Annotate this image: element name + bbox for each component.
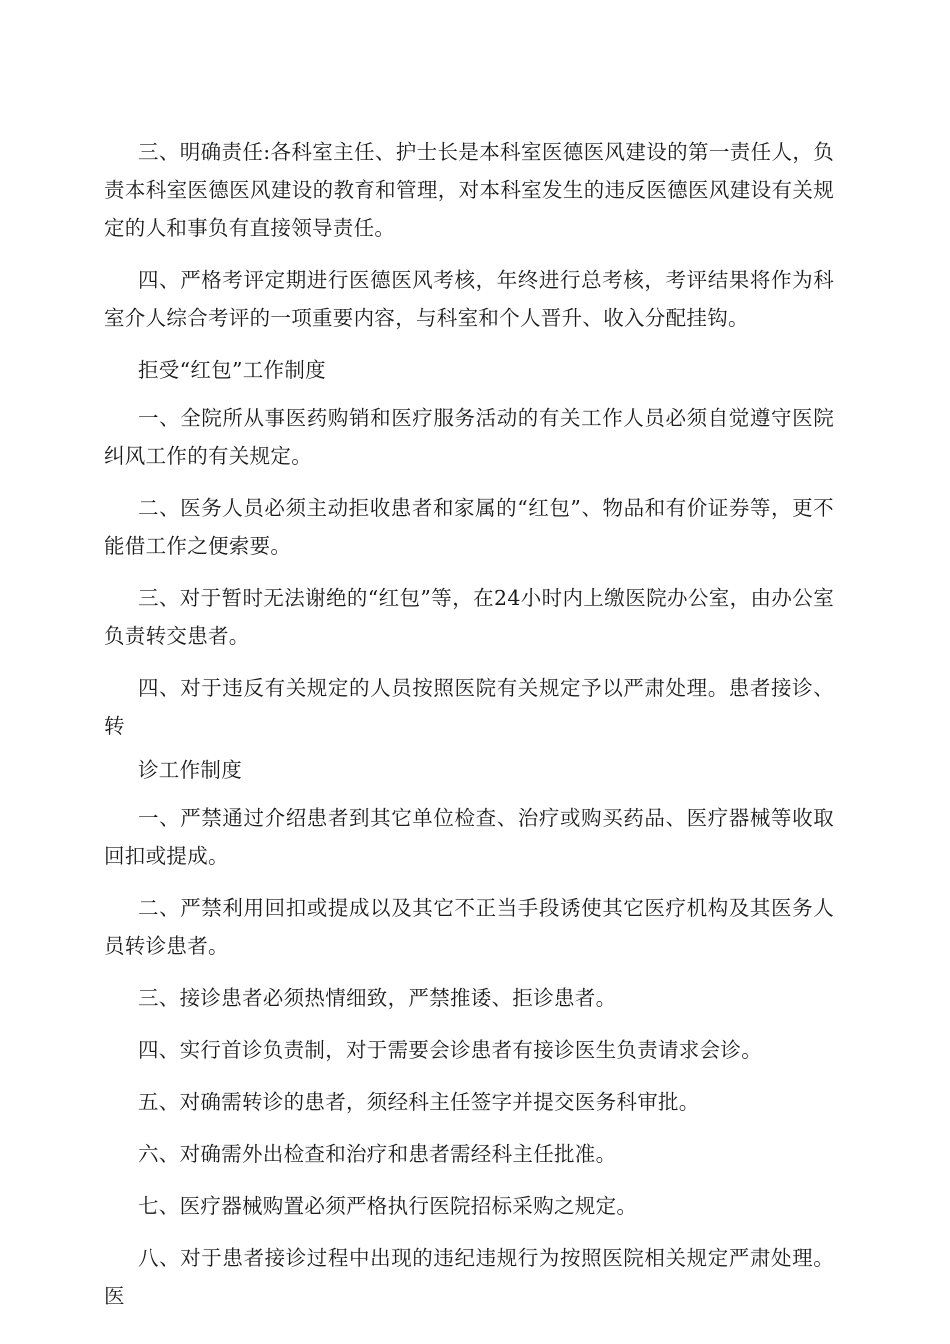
paragraph-red-envelope-3: 三、对于暂时无法谢绝的“红包”等，在24小时内上缴医院办公室，由办公室负责转交患者。 [104,586,834,648]
paragraph-referral-4: 四、实行首诊负责制，对于需要会诊患者有接诊医生负责请求会诊。 [138,1038,762,1062]
paragraph-referral-2: 二、严禁利用回扣或提成以及其它不正当手段诱使其它医疗机构及其医务人员转诊患者。 [104,896,834,958]
paragraph-referral-5: 五、对确需转诊的患者，须经科主任签字并提交医务科审批。 [138,1090,700,1114]
paragraph-referral-6: 六、对确需外出检查和治疗和患者需经科主任批准。 [138,1142,617,1166]
section-title-red-envelope: 拒受“红包”工作制度 [138,358,326,382]
paragraph-red-envelope-4: 四、对于违反有关规定的人员按照医院有关规定予以严肃处理。患者接诊、转 [104,676,834,738]
paragraph-red-envelope-2: 二、医务人员必须主动拒收患者和家属的“红包”、物品和有价证券等，更不能借工作之便索要。 [104,496,834,558]
paragraph-evaluation: 四、严格考评定期进行医德医风考核，年终进行总考核，考评结果将作为科室介人综合考评的一项重要内容，与科室和个人晋升、收入分配挂钩。 [104,268,834,330]
paragraph-referral-8: 八、对于患者接诊过程中出现的违纪违规行为按照医院相关规定严肃处理。医 [104,1246,834,1308]
paragraph-responsibility: 三、明确责任:各科室主任、护士长是本科室医德医风建设的第一责任人，负责本科室医德医风建设的教育和管理，对本科室发生的违反医德医风建设有关规定的人和事负有直接领导责任。 [104,140,834,240]
section-title-referral: 诊工作制度 [138,758,242,782]
paragraph-red-envelope-1: 一、全院所从事医药购销和医疗服务活动的有关工作人员必须自觉遵守医院纠风工作的有关规定。 [104,406,834,468]
document-page [104,133,834,1329]
paragraph-referral-1: 一、严禁通过介绍患者到其它单位检查、治疗或购买药品、医疗器械等收取回扣或提成。 [104,806,834,868]
paragraph-referral-3: 三、接诊患者必须热情细致，严禁推诿、拒诊患者。 [138,986,617,1010]
paragraph-referral-7: 七、医疗器械购置必须严格执行医院招标采购之规定。 [138,1194,638,1218]
